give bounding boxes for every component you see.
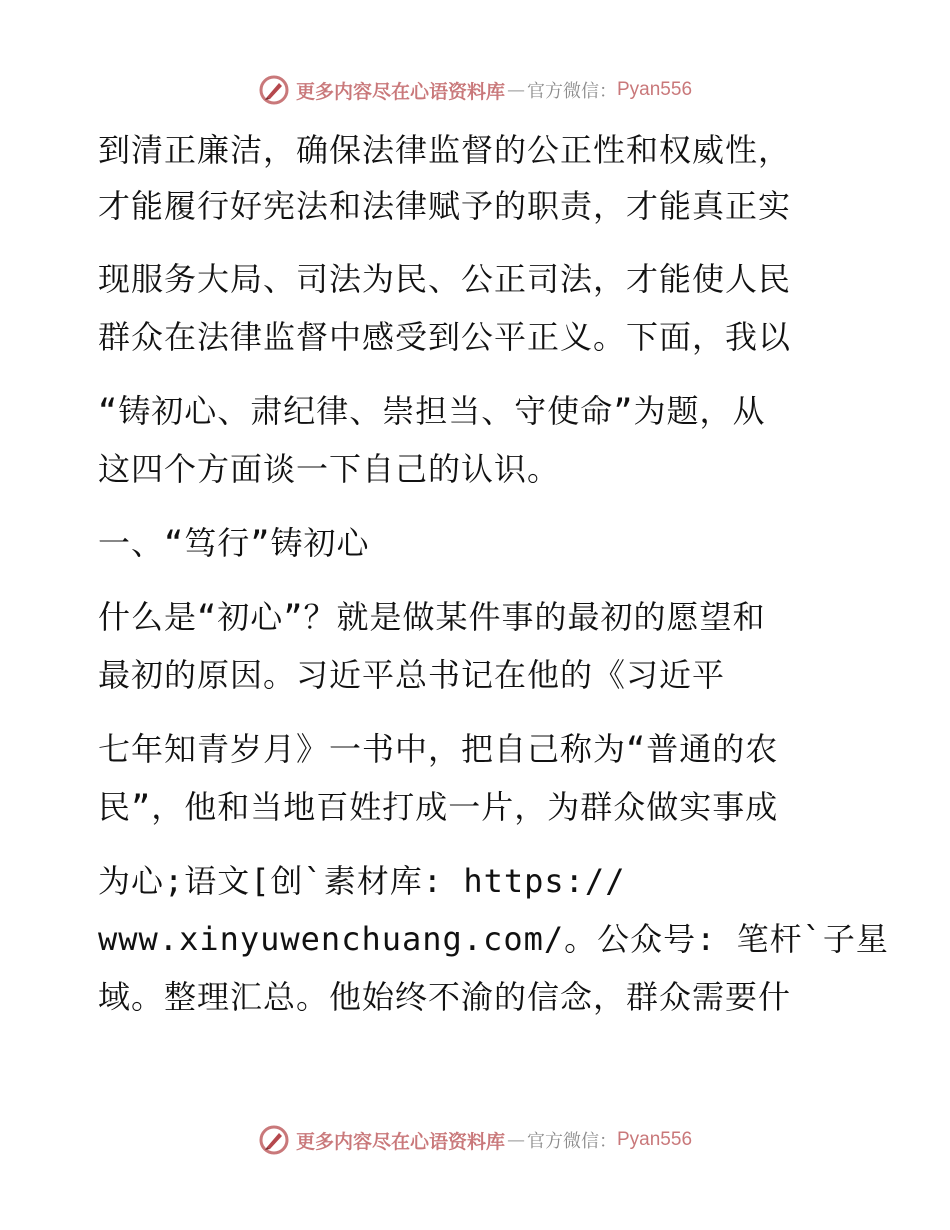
banner-wechat-id: Pyan556: [617, 1129, 693, 1150]
text-line: 群众在法律监督中感受到公平正义。下面，我以: [98, 318, 792, 356]
banner-main-text: 更多内容尽在心语资料库: [295, 1130, 505, 1153]
text-line: 现服务大局、司法为民、公正司法，才能使人民: [98, 260, 792, 298]
banner-separator: —: [507, 1129, 525, 1151]
banner-separator: —: [507, 79, 525, 101]
text-line: 到清正廉洁，确保法律监督的公正性和权威性，: [98, 131, 792, 169]
text-line: 域。整理汇总。他始终不渝的信念，群众需要什: [98, 978, 792, 1016]
text-line: 民”，他和当地百姓打成一片，为群众做实事成: [98, 788, 779, 826]
text-line: 为心;语文[创`素材库: https://: [98, 862, 626, 900]
footer-banner: [0, 1120, 950, 1160]
banner-main-text: 更多内容尽在心语资料库: [295, 80, 505, 103]
text-line: 七年知青岁月》一书中，把自己称为“普通的农: [98, 730, 779, 768]
text-line: 最初的原因。习近平总书记在他的《习近平: [98, 656, 726, 694]
section-heading: 一、“笃行”铸初心: [98, 524, 370, 562]
header-banner: [0, 70, 950, 110]
pen-logo-icon: [258, 74, 290, 106]
text-line: “铸初心、肃纪律、崇担当、守使命”为题，从: [98, 392, 766, 430]
banner-wechat-label: 官方微信：: [527, 1131, 617, 1152]
text-line: www.xinyuwenchuang.com/。公众号: 笔杆`子星: [98, 920, 889, 958]
text-line: 什么是“初心”？就是做某件事的最初的愿望和: [98, 598, 766, 636]
text-line: 这四个方面谈一下自己的认识。: [98, 450, 561, 488]
banner-wechat-label: 官方微信：: [527, 81, 617, 102]
banner-wechat-id: Pyan556: [617, 79, 693, 100]
pen-logo-icon: [258, 1124, 290, 1156]
text-line: 才能履行好宪法和法律赋予的职责，才能真正实: [98, 187, 792, 225]
